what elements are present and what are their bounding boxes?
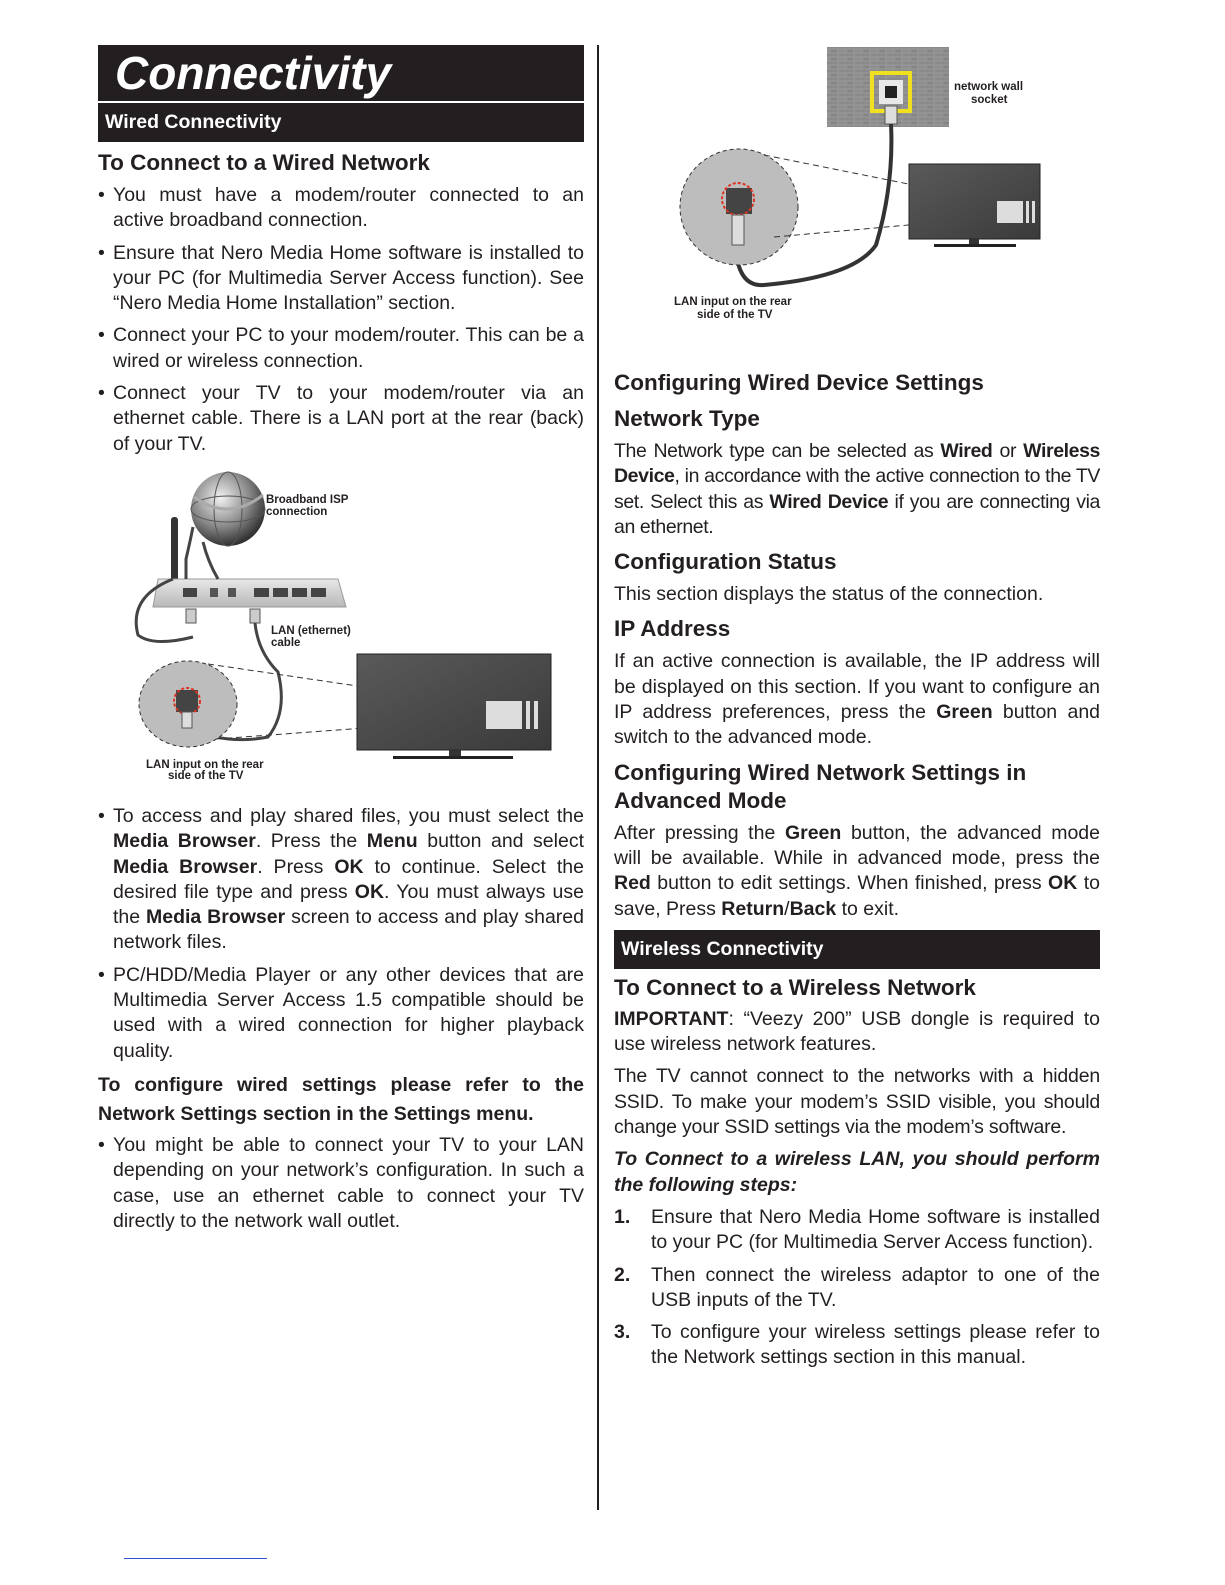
lan-cable-label: cable <box>271 636 301 649</box>
broadband-label: connection <box>266 505 328 518</box>
configure-note: To configure wired settings please refer to the Network Settings section in the Settings menu. <box>98 1073 584 1125</box>
advanced-mode-text: After pressing the Green button, the advanced mode will be available. While in advanced mode, press the Red button to edit settings. When finished, press OK to save, Press Return/Back to exit. <box>614 821 1101 920</box>
important-note: IMPORTANT: “Veezy 200” USB dongle is required to use wireless network features. <box>614 1007 1100 1056</box>
bullet-item: • To access and play shared files, you must select the Media Browser. Press the Menu button and select Media Browser. Press OK to continue. Select the desired file type and press OK. You must always use the Media Browser screen to access and play shared network files. <box>98 804 584 956</box>
bullet-item: • PC/HDD/Media Player or any other devices that are Multimedia Server Access 1.5 compatible should be used with a wired connection for higher playback quality. <box>98 963 584 1064</box>
network-type-text: The Network type can be selected as Wired or Wireless Device, in accordance with the active connection to the TV set. Select this as Wired Device if you are connecting via an ethernet. <box>614 440 1100 538</box>
column-divider <box>597 45 599 1510</box>
device-settings-heading: Configuring Wired Device Settings <box>614 370 984 395</box>
ip-address-heading: IP Address <box>614 616 731 642</box>
bullet-item: • Connect your PC to your modem/router. This can be a wired or wireless connection. <box>98 323 584 374</box>
bullet-item: • You must have a modem/router connected to an active broadband connection. <box>98 183 584 234</box>
wireless-network-heading: To Connect to a Wireless Network <box>614 974 976 1000</box>
tv-icon <box>909 164 1040 247</box>
broadband-label: Broadband ISP <box>266 493 349 506</box>
config-status-heading: Configuration Status <box>614 549 837 575</box>
lan-input-label: LAN input on the rear <box>146 758 264 771</box>
lan-cable-label: LAN (ethernet) <box>271 624 351 637</box>
page-title: Connectivity <box>98 45 584 101</box>
lan-input-label: LAN input on the rear <box>674 296 792 308</box>
ip-address-text: If an active connection is available, the IP address will be displayed on this section. If you want to configure an IP address preferences, press the Green button and switch to the advanced mode. <box>614 650 1101 749</box>
tv-icon <box>357 654 551 759</box>
bullet-item: • You might be able to connect your TV to your LAN depending on your network’s configuration. In such a case, use an ethernet cable to connect your TV directly to the network wall outlet. <box>98 1133 584 1234</box>
steps-intro: To Connect to a wireless LAN, you should perform the following steps: <box>614 1148 1100 1196</box>
wall-socket-diagram <box>614 45 1100 370</box>
config-status-text: This section displays the status of the connection. <box>614 583 1044 606</box>
globe-icon <box>191 472 265 546</box>
lan-input-label: side of the TV <box>697 309 773 321</box>
wall-socket-label: socket <box>971 94 1008 106</box>
wall-socket-label: network wall <box>954 81 1024 93</box>
network-type-heading: Network Type <box>614 406 760 431</box>
wired-network-heading: To Connect to a Wired Network <box>98 150 430 175</box>
advanced-mode-heading: Configuring Wired Network Settings in Advanced Mode <box>614 759 1027 813</box>
left-column <box>98 45 584 1234</box>
footer-rule <box>124 1558 267 1559</box>
wireless-connectivity-band: Wireless Connectivity <box>614 928 1100 969</box>
hidden-ssid-note: The TV cannot connect to the networks with a hidden SSID. To make your modem’s SSID visible, you should change your SSID settings via the modem’s software. <box>614 1065 1100 1139</box>
bullet-item: • Connect your TV to your modem/router via an ethernet cable. There is a LAN port at the rear (back) of your TV. <box>98 381 584 457</box>
step-item: 2. Then connect the wireless adaptor to one of the USB inputs of the TV. <box>614 1263 1100 1311</box>
lan-input-label: side of the TV <box>168 769 244 782</box>
wired-connection-diagram <box>98 467 584 797</box>
wired-connectivity-band: Wired Connectivity <box>98 101 584 142</box>
right-column <box>614 0 1100 1371</box>
step-item: 1. Ensure that Nero Media Home software is installed to your PC (for Multimedia Server Access function). <box>614 1205 1100 1254</box>
bullet-item: • Ensure that Nero Media Home software is installed to your PC (for Multimedia Server Access function). See “Nero Media Home Installation” section. <box>98 241 584 317</box>
step-item: 3. To configure your wireless settings please refer to the Network settings section in this manual. <box>614 1321 1100 1369</box>
